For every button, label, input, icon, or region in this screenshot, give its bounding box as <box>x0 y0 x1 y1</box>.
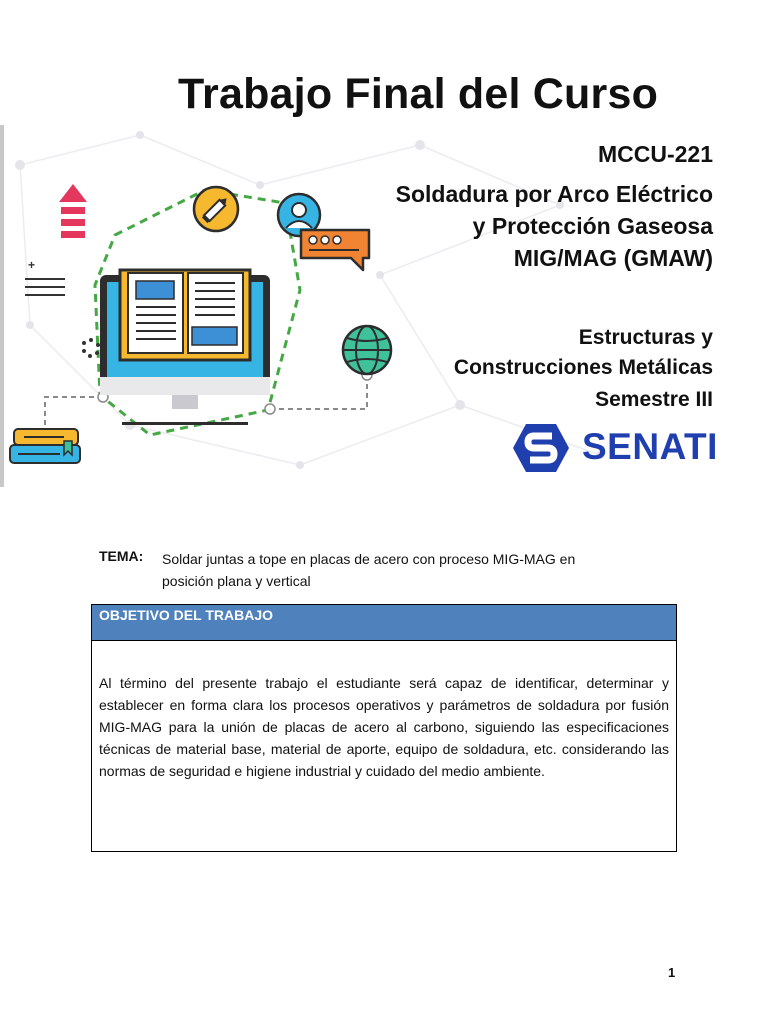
monitor-book-icon <box>100 265 275 425</box>
objective-body: Al término del presente trabajo el estudiante será capaz de identificar, determinar y establecer en forma clara los procesos operativos y parámetros de soldadura por fusión MIG-MAG para la unión de placas de acero al carbono, siguiendo las especificaciones técnicas de material base, material de aporte, equipo de soldadura, etc. considerando las normas de seguridad e higiene industrial y cuidado del medio ambiente. <box>99 675 669 779</box>
program-name <box>454 323 713 383</box>
course-code: MCCU-221 <box>597 141 713 167</box>
semester: Semestre III <box>595 388 713 411</box>
tema-text-line-2: posición plana y vertical <box>162 573 311 589</box>
course-name <box>396 178 713 274</box>
objective-header-label: OBJETIVO DEL TRABAJO <box>99 607 273 623</box>
program-line-1: Estructuras y <box>578 326 713 349</box>
globe-icon <box>340 323 394 377</box>
course-name-line-2: y Protección Gaseosa <box>472 213 713 239</box>
course-name-line-1: Soldadura por Arco Eléctrico <box>395 181 713 207</box>
up-arrow-icon <box>55 182 91 248</box>
objective-box <box>91 604 677 852</box>
page-title: Trabajo Final del Curso <box>177 70 659 118</box>
senati-logo <box>512 422 718 474</box>
tema-label: TEMA: <box>99 548 144 564</box>
tema-text <box>162 548 642 592</box>
senati-logo-mark-icon <box>512 422 570 474</box>
pencil-icon <box>192 185 240 233</box>
books-icon <box>8 425 84 469</box>
page-number: 1 <box>668 965 676 980</box>
loading-icon <box>80 337 102 359</box>
objective-header <box>92 605 676 641</box>
svg-text:+: + <box>28 259 36 272</box>
program-line-2: Construcciones Metálicas <box>453 356 713 379</box>
list-icon <box>25 259 70 304</box>
course-name-line-3: MIG/MAG (GMAW) <box>513 245 713 271</box>
tema-text-line-1: Soldar juntas a tope en placas de acero con proceso MIG-MAG en <box>162 551 576 567</box>
chat-bubble-icon <box>297 226 375 276</box>
senati-logo-text: SENATI <box>582 426 718 467</box>
